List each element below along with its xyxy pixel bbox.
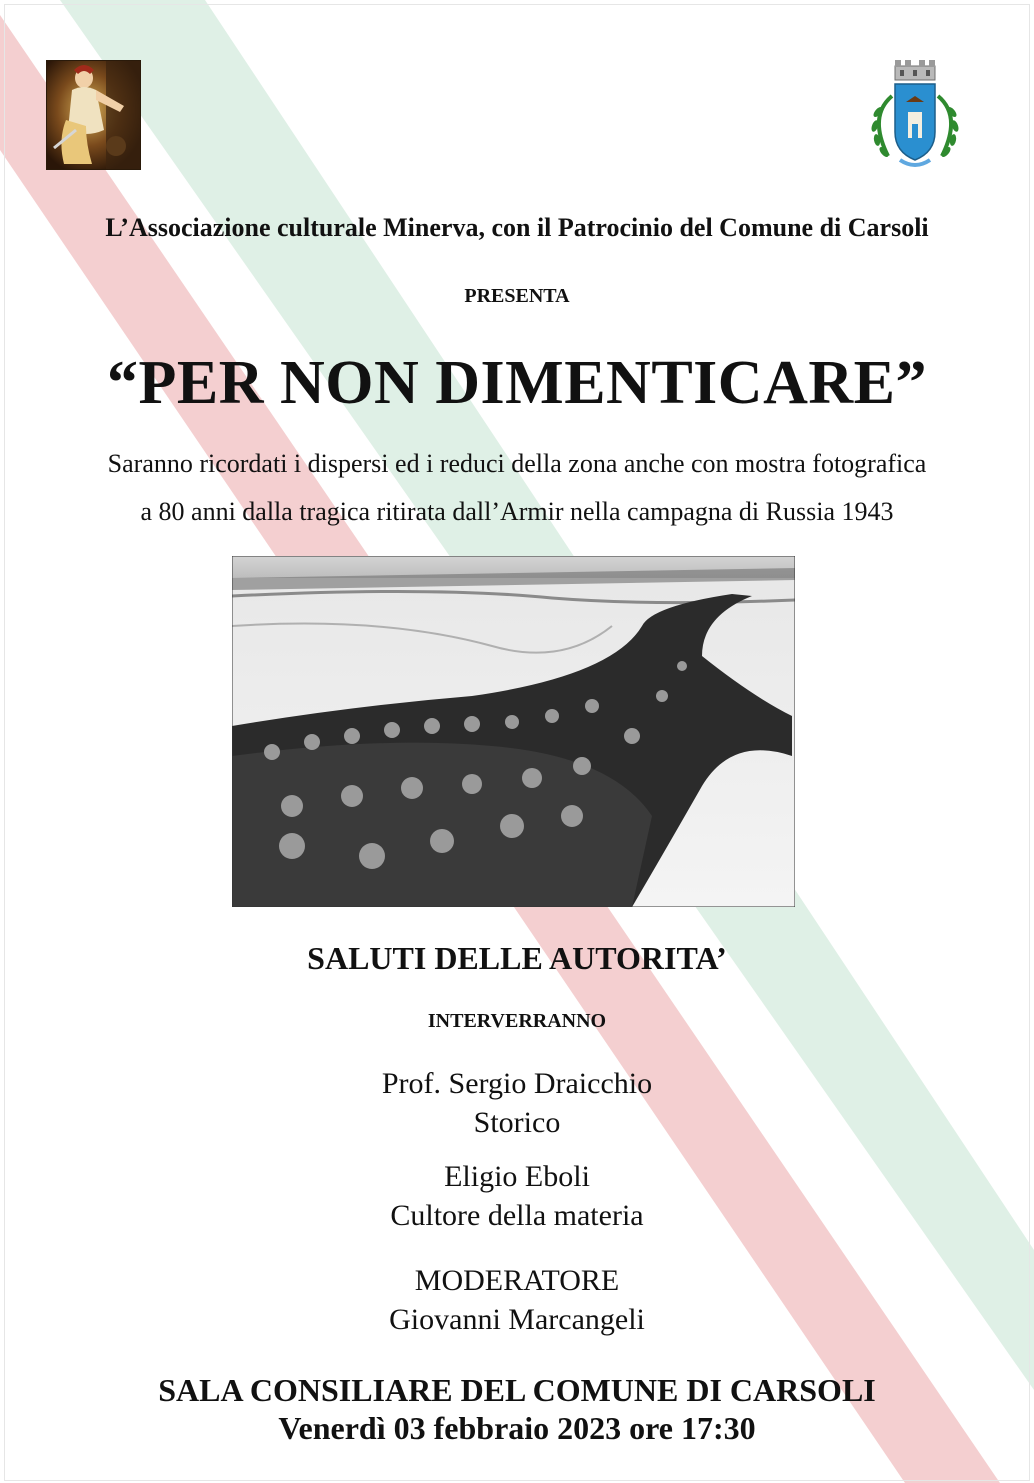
event-datetime: Venerdì 03 febbraio 2023 ore 17:30 [278, 1410, 756, 1446]
description-line-2: a 80 anni dalla tragica ritirata dall’Armir nella campagna di Russia 1943 [140, 497, 894, 526]
event-title: “PER NON DIMENTICARE” [107, 349, 927, 417]
speaker-2-name: Eligio Eboli [444, 1160, 590, 1193]
presenta-label: PRESENTA [464, 285, 570, 307]
saluti-heading: SALUTI DELLE AUTORITA’ [307, 940, 727, 976]
intro-line: L’Associazione culturale Minerva, con il Patrocinio del Comune di Carsoli [105, 213, 929, 242]
moderator-label: MODERATORE [414, 1264, 620, 1297]
minerva-painting-logo [46, 60, 141, 170]
moderator-name: Giovanni Marcangeli [389, 1303, 645, 1336]
speaker-1-role: Storico [473, 1106, 561, 1139]
retreat-photo [232, 556, 795, 907]
interverranno-label: INTERVERRANNO [427, 1010, 607, 1032]
speaker-1-name: Prof. Sergio Draicchio [381, 1067, 653, 1100]
speaker-2-role: Cultore della materia [390, 1199, 644, 1232]
venue: SALA CONSILIARE DEL COMUNE DI CARSOLI [158, 1372, 876, 1408]
carsoli-coat-of-arms [862, 56, 968, 174]
description-line-1: Saranno ricordati i dispersi ed i reduci della zona anche con mostra fotografica [107, 449, 927, 478]
